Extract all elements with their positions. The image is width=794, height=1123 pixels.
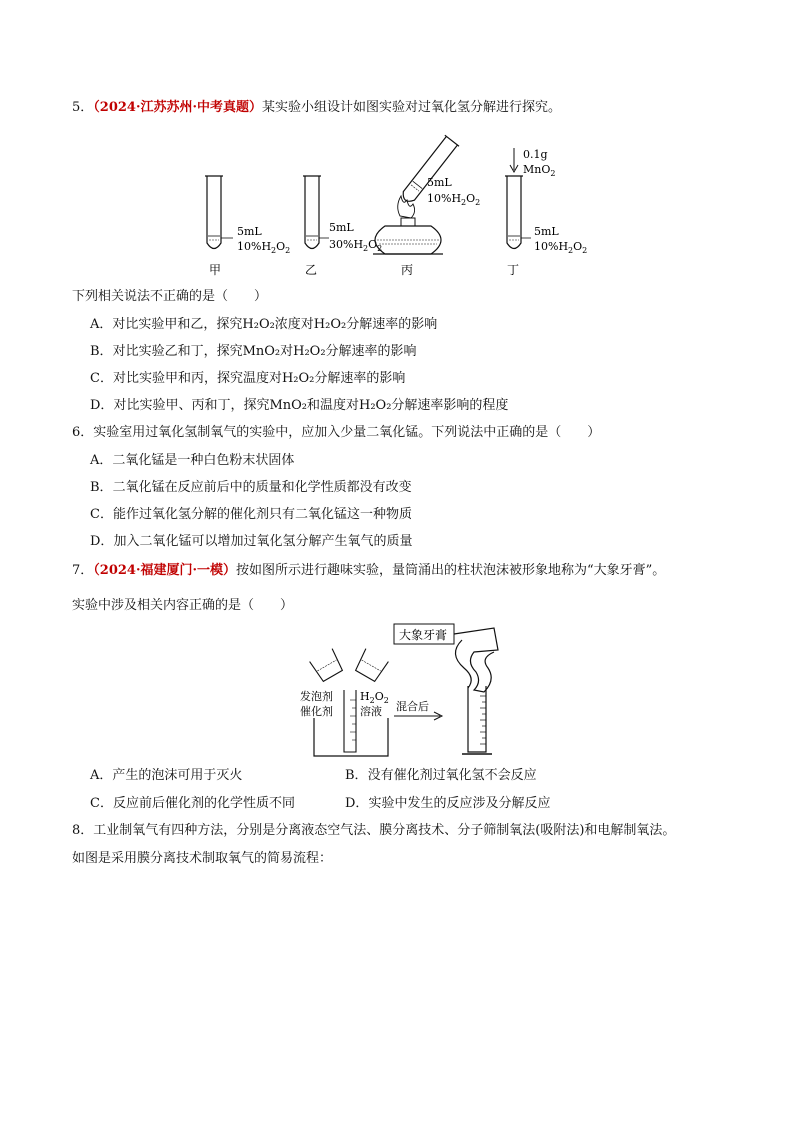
option-label: D． [90,534,114,549]
bing-conc-label: $10\%H_2O_2$ [427,192,481,207]
q8-stem: 工业制氧气有四种方法，分别是分离液态空气法、膜分离技术、分子筛制氧法(吸附法)和电解制氧法。 [93,823,676,838]
q6-stem-line [72,424,600,442]
q8-stem-line-2: 如图是采用膜分离技术制取氧气的简易流程： [72,851,333,866]
q8-stem-line [72,822,675,840]
q6-option-a[interactable] [90,452,294,470]
q5-source: （2024·江苏苏州·中考真题） [93,100,263,115]
q7-source: （2024·福建厦门·一模） [93,563,237,578]
option-text: 对比实验甲、丙和丁，探究MnO₂和温度对H₂O₂分解速率影响的程度 [113,398,509,413]
tube-jia [205,176,290,277]
option-text: 对比实验乙和丁，探究MnO₂对H₂O₂分解速率的影响 [112,344,417,359]
option-text: 反应前后催化剂的化学性质不同 [112,796,295,811]
q5-option-a[interactable] [90,316,437,334]
ding-mass-label: 0.1g [523,148,548,161]
q7-figure [298,620,518,762]
q6-stem: 实验室用过氧化氢制氧气的实验中，应加入少量二氧化锰。下列说法中正确的是（ ） [93,425,601,440]
option-label: B． [345,768,368,783]
q5-number: 5． [72,100,94,115]
option-label: B． [90,480,113,495]
q8-number: 8． [72,823,94,838]
option-text: 没有催化剂过氧化氢不会反应 [367,768,537,783]
option-text: 加入二氧化锰可以增加过氧化氢分解产生氧气的质量 [113,534,413,549]
q5-question: 下列相关说法不正确的是（ ） [72,289,268,304]
q7-option-b[interactable] [345,767,537,785]
option-label: C． [90,507,113,522]
jia-volume-label: 5mL [237,225,262,238]
jia-conc-label: $10\%H_2O_2$ [237,240,291,255]
q6-option-c[interactable] [90,506,412,524]
option-label: A． [90,453,113,468]
option-text: 二氧化锰是一种白色粉末状固体 [112,453,295,468]
q5-stem-line [72,99,561,117]
q6-option-d[interactable] [90,533,412,551]
toothpaste-label: 大象牙膏 [399,628,448,642]
option-label: B． [90,344,113,359]
q5-figure [195,128,615,278]
catalyst-label: 催化剂 [300,705,333,718]
q6-option-b[interactable] [90,479,412,497]
yi-conc-label: $30\%H_2O_2$ [329,238,383,253]
q7-option-d[interactable] [345,795,550,813]
q7-stem-line [72,562,665,580]
tube-yi [303,176,382,277]
q7-question: 实验中涉及相关内容正确的是（ ） [72,598,294,613]
option-text: 对比实验甲和丙，探究温度对H₂O₂分解速率的影响 [112,371,406,386]
ding-caption: 丁 [507,263,520,277]
q6-number: 6． [72,425,94,440]
option-label: D． [90,398,114,413]
option-label: A． [90,317,113,332]
ding-mno2-label: MnO$_2$ [523,163,556,178]
option-text: 能作过氧化氢分解的催化剂只有二氧化锰这一种物质 [112,507,412,522]
ding-conc-label: $10\%H_2O_2$ [534,240,588,255]
solution-label: 溶液 [360,705,382,718]
option-label: C． [90,371,113,386]
yi-volume-label: 5mL [329,221,354,234]
tube-bing [373,135,480,277]
option-label: C． [90,796,113,811]
option-label: D． [345,796,369,811]
q5-option-d[interactable] [90,397,508,415]
ding-volume-label: 5mL [534,225,559,238]
option-text: 产生的泡沫可用于灭火 [112,768,243,783]
q7-option-a[interactable] [90,767,242,785]
yi-caption: 乙 [305,263,318,277]
option-text: 对比实验甲和乙，探究H₂O₂浓度对H₂O₂分解速率的影响 [112,317,438,332]
bing-caption: 丙 [401,263,414,277]
q7-option-c[interactable] [90,795,295,813]
after-mixing-label: 混合后 [396,700,429,713]
option-text: 二氧化锰在反应前后中的质量和化学性质都没有改变 [112,480,412,495]
tube-ding [505,148,587,277]
q7-number: 7． [72,563,94,578]
option-label: A． [90,768,113,783]
h2o2-label: $H_2O_2$ [360,690,389,705]
q5-option-c[interactable] [90,370,405,388]
bing-volume-label: 5mL [427,176,452,189]
q5-stem: 某实验小组设计如图实验对过氧化氢分解进行探究。 [262,100,562,115]
option-text: 实验中发生的反应涉及分解反应 [368,796,551,811]
q5-option-b[interactable] [90,343,417,361]
jia-caption: 甲 [209,263,222,277]
foaming-agent-label: 发泡剂 [300,690,333,703]
q7-stem: 按如图所示进行趣味实验，量筒涌出的柱状泡沫被形象地称为“大象牙膏”。 [236,563,666,578]
